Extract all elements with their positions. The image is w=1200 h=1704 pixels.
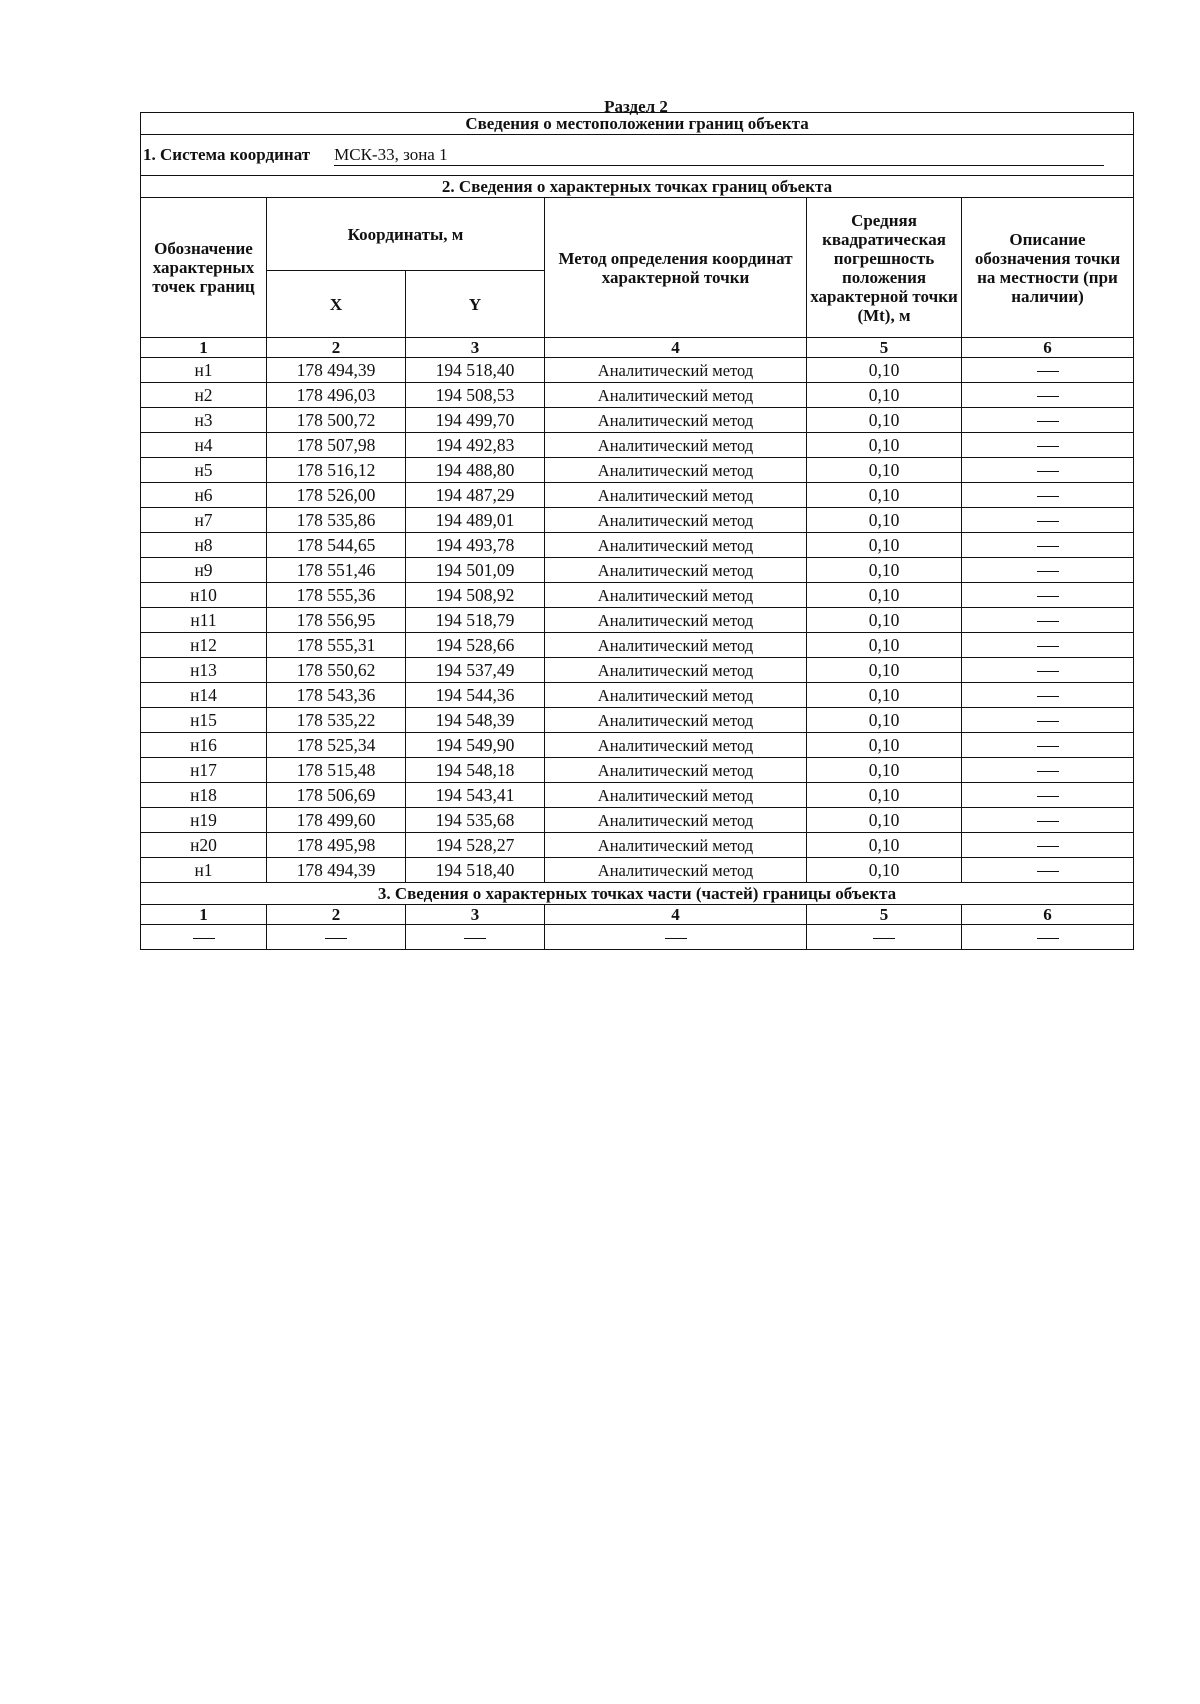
y-coord-cell: 194 492,83 xyxy=(406,433,545,458)
table-row xyxy=(141,408,1134,433)
mt-cell: 0,10 xyxy=(807,583,962,608)
description-cell xyxy=(962,483,1134,508)
table-row xyxy=(141,658,1134,683)
dash-mark xyxy=(1037,596,1059,597)
description-cell xyxy=(962,658,1134,683)
method-cell: Аналитический метод xyxy=(545,708,807,733)
col-header-mt: Средняя квадратическая погрешность положения характерной точки (Mt), м xyxy=(807,198,962,338)
x-coord-cell: 178 535,86 xyxy=(267,508,406,533)
x-coord-cell: 178 535,22 xyxy=(267,708,406,733)
col-number: 6 xyxy=(962,905,1134,925)
table-row xyxy=(141,383,1134,408)
col-number: 6 xyxy=(962,338,1134,358)
method-cell: Аналитический метод xyxy=(545,633,807,658)
y-coord-cell: 194 543,41 xyxy=(406,783,545,808)
col-number: 1 xyxy=(141,905,267,925)
mt-cell: 0,10 xyxy=(807,508,962,533)
y-coord-cell: 194 508,53 xyxy=(406,383,545,408)
col-number: 2 xyxy=(267,905,406,925)
mt-cell: 0,10 xyxy=(807,433,962,458)
method-cell: Аналитический метод xyxy=(545,383,807,408)
dash-mark xyxy=(873,938,895,939)
description-cell xyxy=(962,408,1134,433)
y-coord-cell: 194 548,18 xyxy=(406,758,545,783)
table-row xyxy=(141,558,1134,583)
description-cell xyxy=(962,358,1134,383)
x-coord-cell: 178 506,69 xyxy=(267,783,406,808)
table-row xyxy=(141,583,1134,608)
dash-mark xyxy=(1037,446,1059,447)
x-coord-cell: 178 516,12 xyxy=(267,458,406,483)
header-title: Сведения о местоположении границ объекта xyxy=(141,113,1134,135)
y-coord-cell: 194 508,92 xyxy=(406,583,545,608)
point-id-cell: н11 xyxy=(141,608,267,633)
point-id-cell: н7 xyxy=(141,508,267,533)
empty-cell xyxy=(267,925,406,950)
x-coord-cell: 178 496,03 xyxy=(267,383,406,408)
x-coord-cell: 178 543,36 xyxy=(267,683,406,708)
dash-mark xyxy=(1037,371,1059,372)
y-coord-cell: 194 537,49 xyxy=(406,658,545,683)
part2-title: 2. Сведения о характерных точках границ объекта xyxy=(141,176,1134,198)
part3-column-number-row xyxy=(141,905,1134,925)
mt-cell: 0,10 xyxy=(807,708,962,733)
x-coord-cell: 178 544,65 xyxy=(267,533,406,558)
col-header-coords: Координаты, м xyxy=(267,198,545,271)
dash-mark xyxy=(1037,938,1059,939)
mt-cell: 0,10 xyxy=(807,608,962,633)
x-coord-cell: 178 555,36 xyxy=(267,583,406,608)
dash-mark xyxy=(1037,621,1059,622)
table-row xyxy=(141,633,1134,658)
table-row xyxy=(141,483,1134,508)
y-coord-cell: 194 548,39 xyxy=(406,708,545,733)
dash-mark xyxy=(1037,546,1059,547)
dash-mark xyxy=(193,938,215,939)
point-id-cell: н17 xyxy=(141,758,267,783)
col-header-method: Метод определения координат характерной точки xyxy=(545,198,807,338)
method-cell: Аналитический метод xyxy=(545,458,807,483)
point-id-cell: н16 xyxy=(141,733,267,758)
x-coord-cell: 178 551,46 xyxy=(267,558,406,583)
dash-mark xyxy=(325,938,347,939)
col-number: 4 xyxy=(545,338,807,358)
dash-mark xyxy=(1037,671,1059,672)
point-id-cell: н14 xyxy=(141,683,267,708)
method-cell: Аналитический метод xyxy=(545,683,807,708)
description-cell xyxy=(962,633,1134,658)
y-coord-cell: 194 489,01 xyxy=(406,508,545,533)
description-cell xyxy=(962,583,1134,608)
mt-cell: 0,10 xyxy=(807,733,962,758)
x-coord-cell: 178 500,72 xyxy=(267,408,406,433)
mt-cell: 0,10 xyxy=(807,658,962,683)
table-row xyxy=(141,458,1134,483)
x-coord-cell: 178 515,48 xyxy=(267,758,406,783)
mt-cell: 0,10 xyxy=(807,633,962,658)
coord-system-label: 1. Система координат xyxy=(143,144,311,164)
method-cell: Аналитический метод xyxy=(545,533,807,558)
description-cell xyxy=(962,733,1134,758)
col-number: 3 xyxy=(406,905,545,925)
method-cell: Аналитический метод xyxy=(545,858,807,883)
dash-mark xyxy=(1037,871,1059,872)
mt-cell: 0,10 xyxy=(807,533,962,558)
point-id-cell: н13 xyxy=(141,658,267,683)
description-cell xyxy=(962,833,1134,858)
boundary-table xyxy=(140,112,1134,950)
col-header-point: Обозначение характерных точек границ xyxy=(141,198,267,338)
mt-cell: 0,10 xyxy=(807,458,962,483)
description-cell xyxy=(962,783,1134,808)
dash-mark xyxy=(1037,396,1059,397)
mt-cell: 0,10 xyxy=(807,383,962,408)
method-cell: Аналитический метод xyxy=(545,758,807,783)
description-cell xyxy=(962,708,1134,733)
method-cell: Аналитический метод xyxy=(545,433,807,458)
point-id-cell: н6 xyxy=(141,483,267,508)
table-row xyxy=(141,808,1134,833)
coord-system-row xyxy=(141,135,1134,176)
dash-mark xyxy=(1037,496,1059,497)
method-cell: Аналитический метод xyxy=(545,733,807,758)
x-coord-cell: 178 499,60 xyxy=(267,808,406,833)
mt-cell: 0,10 xyxy=(807,358,962,383)
x-coord-cell: 178 555,31 xyxy=(267,633,406,658)
y-coord-cell: 194 528,66 xyxy=(406,633,545,658)
y-coord-cell: 194 528,27 xyxy=(406,833,545,858)
table-row xyxy=(141,358,1134,383)
part3-empty-row xyxy=(141,925,1134,950)
y-coord-cell: 194 501,09 xyxy=(406,558,545,583)
point-id-cell: н3 xyxy=(141,408,267,433)
col-header-description: Описание обозначения точки на местности (при наличии) xyxy=(962,198,1134,338)
dash-mark xyxy=(1037,746,1059,747)
point-id-cell: н18 xyxy=(141,783,267,808)
dash-mark xyxy=(1037,846,1059,847)
method-cell: Аналитический метод xyxy=(545,583,807,608)
dash-mark xyxy=(1037,796,1059,797)
description-cell xyxy=(962,858,1134,883)
column-number-row xyxy=(141,338,1134,358)
col-number: 4 xyxy=(545,905,807,925)
section-title: Раздел 2 xyxy=(604,97,668,116)
col-number: 5 xyxy=(807,338,962,358)
point-id-cell: н8 xyxy=(141,533,267,558)
table-row xyxy=(141,683,1134,708)
description-cell xyxy=(962,533,1134,558)
point-id-cell: н19 xyxy=(141,808,267,833)
dash-mark xyxy=(1037,771,1059,772)
description-cell xyxy=(962,608,1134,633)
mt-cell: 0,10 xyxy=(807,483,962,508)
y-coord-cell: 194 518,40 xyxy=(406,858,545,883)
mt-cell: 0,10 xyxy=(807,833,962,858)
dash-mark xyxy=(1037,646,1059,647)
method-cell: Аналитический метод xyxy=(545,808,807,833)
y-coord-cell: 194 487,29 xyxy=(406,483,545,508)
point-id-cell: н2 xyxy=(141,383,267,408)
dash-mark xyxy=(1037,421,1059,422)
col-number: 5 xyxy=(807,905,962,925)
x-coord-cell: 178 525,34 xyxy=(267,733,406,758)
table-row xyxy=(141,833,1134,858)
coord-system-value: МСК-33, зона 1 xyxy=(334,145,1104,166)
dash-mark xyxy=(1037,696,1059,697)
table-row xyxy=(141,708,1134,733)
y-coord-cell: 194 544,36 xyxy=(406,683,545,708)
table-row xyxy=(141,733,1134,758)
description-cell xyxy=(962,808,1134,833)
table-row xyxy=(141,858,1134,883)
dash-mark xyxy=(1037,571,1059,572)
point-id-cell: н5 xyxy=(141,458,267,483)
x-coord-cell: 178 494,39 xyxy=(267,358,406,383)
x-coord-cell: 178 494,39 xyxy=(267,858,406,883)
method-cell: Аналитический метод xyxy=(545,783,807,808)
description-cell xyxy=(962,383,1134,408)
empty-cell xyxy=(406,925,545,950)
dash-mark xyxy=(1037,471,1059,472)
y-coord-cell: 194 518,79 xyxy=(406,608,545,633)
description-cell xyxy=(962,458,1134,483)
col-header-x: X xyxy=(267,271,406,338)
x-coord-cell: 178 495,98 xyxy=(267,833,406,858)
y-coord-cell: 194 535,68 xyxy=(406,808,545,833)
empty-cell xyxy=(545,925,807,950)
mt-cell: 0,10 xyxy=(807,808,962,833)
mt-cell: 0,10 xyxy=(807,783,962,808)
point-id-cell: н1 xyxy=(141,858,267,883)
method-cell: Аналитический метод xyxy=(545,483,807,508)
mt-cell: 0,10 xyxy=(807,858,962,883)
point-id-cell: н20 xyxy=(141,833,267,858)
table-row xyxy=(141,533,1134,558)
method-cell: Аналитический метод xyxy=(545,833,807,858)
x-coord-cell: 178 507,98 xyxy=(267,433,406,458)
part3-title: 3. Сведения о характерных точках части (частей) границы объекта xyxy=(141,883,1134,905)
description-cell xyxy=(962,683,1134,708)
table-row xyxy=(141,433,1134,458)
mt-cell: 0,10 xyxy=(807,683,962,708)
col-header-y: Y xyxy=(406,271,545,338)
method-cell: Аналитический метод xyxy=(545,658,807,683)
col-number: 1 xyxy=(141,338,267,358)
point-id-cell: н9 xyxy=(141,558,267,583)
description-cell xyxy=(962,558,1134,583)
description-cell xyxy=(962,433,1134,458)
empty-cell xyxy=(141,925,267,950)
point-id-cell: н1 xyxy=(141,358,267,383)
method-cell: Аналитический метод xyxy=(545,508,807,533)
table-row xyxy=(141,608,1134,633)
method-cell: Аналитический метод xyxy=(545,608,807,633)
table-row xyxy=(141,758,1134,783)
y-coord-cell: 194 518,40 xyxy=(406,358,545,383)
y-coord-cell: 194 493,78 xyxy=(406,533,545,558)
dash-mark xyxy=(464,938,486,939)
dash-mark xyxy=(1037,721,1059,722)
empty-cell xyxy=(807,925,962,950)
x-coord-cell: 178 556,95 xyxy=(267,608,406,633)
point-id-cell: н15 xyxy=(141,708,267,733)
dash-mark xyxy=(665,938,687,939)
method-cell: Аналитический метод xyxy=(545,358,807,383)
x-coord-cell: 178 526,00 xyxy=(267,483,406,508)
y-coord-cell: 194 499,70 xyxy=(406,408,545,433)
col-number: 2 xyxy=(267,338,406,358)
mt-cell: 0,10 xyxy=(807,558,962,583)
dash-mark xyxy=(1037,821,1059,822)
empty-cell xyxy=(962,925,1134,950)
x-coord-cell: 178 550,62 xyxy=(267,658,406,683)
table-row xyxy=(141,508,1134,533)
method-cell: Аналитический метод xyxy=(545,408,807,433)
description-cell xyxy=(962,508,1134,533)
col-number: 3 xyxy=(406,338,545,358)
point-id-cell: н12 xyxy=(141,633,267,658)
y-coord-cell: 194 549,90 xyxy=(406,733,545,758)
description-cell xyxy=(962,758,1134,783)
point-id-cell: н10 xyxy=(141,583,267,608)
mt-cell: 0,10 xyxy=(807,758,962,783)
mt-cell: 0,10 xyxy=(807,408,962,433)
dash-mark xyxy=(1037,521,1059,522)
method-cell: Аналитический метод xyxy=(545,558,807,583)
point-id-cell: н4 xyxy=(141,433,267,458)
y-coord-cell: 194 488,80 xyxy=(406,458,545,483)
table-row xyxy=(141,783,1134,808)
